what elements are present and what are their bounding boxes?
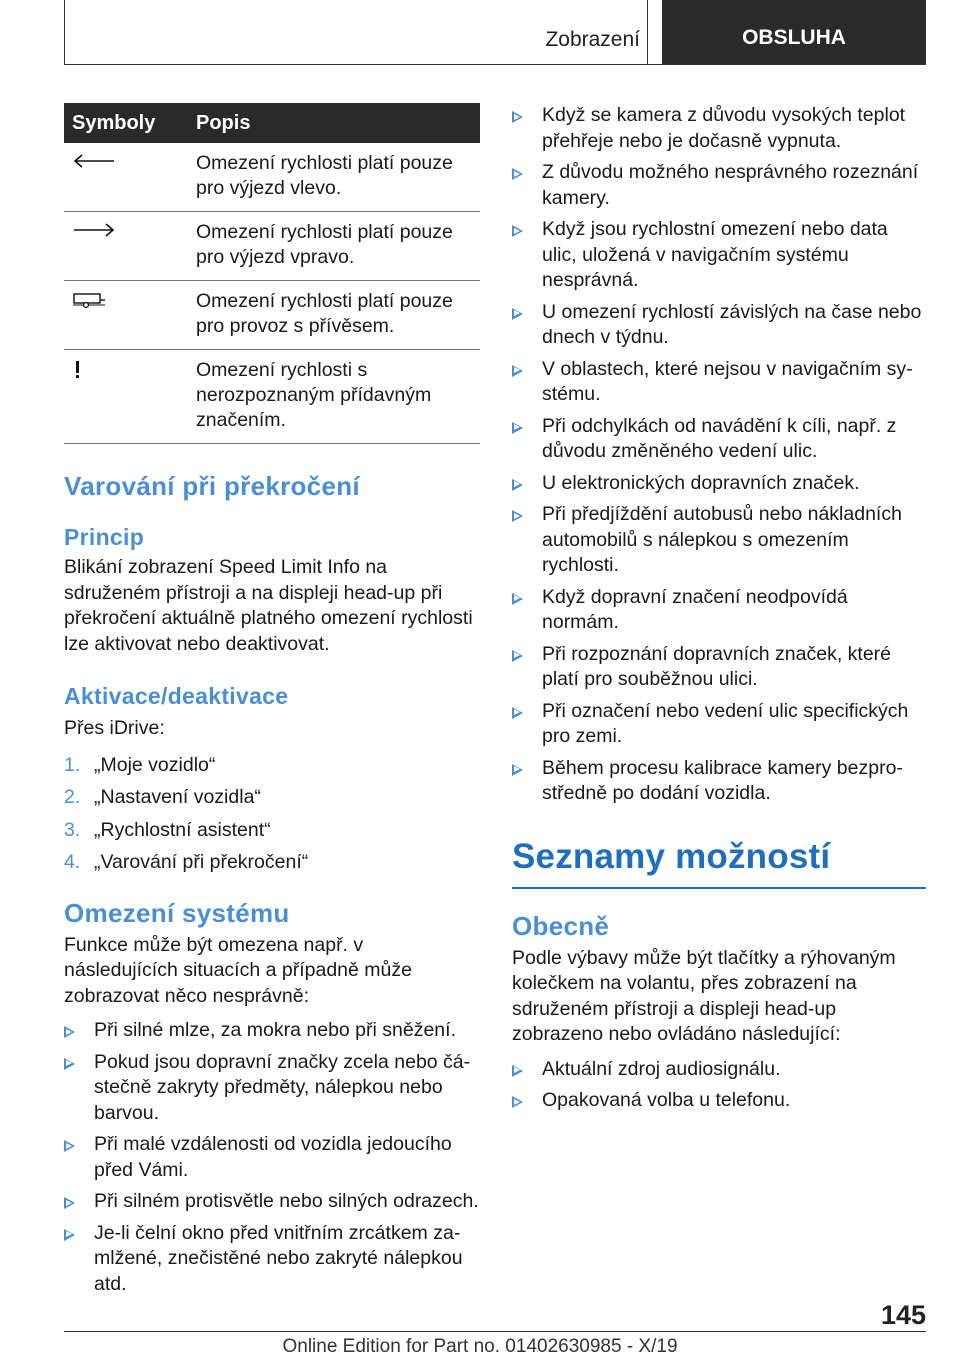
bullet-arrow-icon	[512, 650, 523, 662]
arrow-left-icon	[72, 153, 116, 169]
list-item	[64, 1221, 480, 1298]
general-text: Podle výbavy může být tlačítky a rýhovaným kolečkem na volantu, přes zobrazení na sdruženém přístroji a displeji head-up zobrazeno nebo ovládáno následující:	[512, 946, 896, 1045]
bullet-arrow-icon	[64, 1197, 75, 1209]
bullet-arrow-icon	[512, 111, 523, 123]
list-item	[512, 642, 926, 693]
list-item-text: Při silném protisvětle nebo silných odrazech.	[94, 1190, 479, 1212]
arrow-right-icon	[72, 222, 116, 238]
list-item-text: Je-li čelní okno před vnitřním zrcátkem zamlžené, znečistěné nebo zakryté nálepkou atd.	[94, 1221, 463, 1295]
principle-heading: Princip	[64, 524, 145, 550]
list-item	[64, 1132, 480, 1183]
table-row	[64, 281, 480, 350]
trailer-icon	[72, 291, 106, 311]
step-number: 1.	[64, 753, 81, 776]
list-item-text: Při odchylkách od navádění k cíli, např. z důvodu změněného vedení ulic.	[542, 414, 897, 462]
list-item	[512, 357, 926, 408]
table-header-description: Popis	[196, 103, 480, 143]
list-item	[64, 753, 480, 779]
list-item-text: Aktuální zdroj audiosignálu.	[542, 1057, 781, 1080]
step-text: „Moje vozidlo“	[94, 753, 216, 776]
list-item-text: U omezení rychlostí závislých na čase nebo dnech v týdnu.	[542, 300, 922, 348]
bullet-arrow-icon	[64, 1058, 75, 1070]
list-item-text: Pokud jsou dopravní značky zcela nebo částečně zakryty předměty, nálepkou nebo barvou.	[94, 1050, 471, 1124]
activation-intro: Přes iDrive:	[64, 717, 165, 739]
description-cell: Omezení rychlosti platí pouze pro provoz s přívěsem.	[196, 281, 480, 350]
left-column	[64, 103, 480, 1303]
list-item	[512, 699, 926, 750]
list-item-text: V oblastech, které nejsou v navigačním systému.	[542, 357, 913, 405]
list-item	[512, 217, 926, 294]
list-item-text: U elektronických dopravních značek.	[542, 471, 860, 494]
list-item	[512, 471, 926, 497]
table-row	[64, 143, 480, 212]
list-item-text: Z důvodu možného nesprávného rozeznání kamery.	[542, 161, 919, 209]
right-column	[512, 103, 926, 1120]
principle-text: Blikání zobrazení Speed Limit Info na sdruženém přístroji a na displeji head-up při překročení aktuálně platného omezení rychlosti lze aktivovat nebo deaktivovat.	[64, 556, 473, 655]
list-item	[64, 818, 480, 844]
list-item-text: Při předjíždění autobusů nebo nákladních automobilů s nálepkou s omezením rychlosti.	[542, 503, 902, 576]
description-cell: Omezení rychlosti platí pouze pro výjezd vlevo.	[196, 143, 480, 212]
table-header-symbols: Symboly	[64, 103, 196, 143]
list-item-text: Při malé vzdálenosti od vozidla jedoucího před Vámi.	[94, 1133, 452, 1181]
symbol-cell	[64, 212, 196, 281]
bullet-arrow-icon	[512, 168, 523, 180]
header-chapter-tab: OBSLUHA	[662, 0, 926, 64]
list-item-text: Když jsou rychlostní omezení nebo data ulic, uložená v navigačním systému nesprávná.	[542, 218, 888, 291]
bullet-arrow-icon	[64, 1229, 75, 1241]
limits-list-left	[64, 1018, 480, 1297]
step-number: 4.	[64, 851, 81, 873]
step-number: 2.	[64, 786, 81, 808]
limits-intro: Funkce může být omezena např. v následujících situacích a případně může zobrazovat něco nesprávně:	[64, 933, 412, 1007]
bullet-arrow-icon	[512, 593, 523, 605]
bullet-arrow-icon	[512, 707, 523, 719]
list-item	[64, 785, 480, 811]
symbol-cell	[64, 281, 196, 350]
list-item-text: Když se kamera z důvodu vysokých teplot přehřeje nebo je dočasně vypnuta.	[542, 104, 906, 152]
list-item	[64, 1050, 480, 1127]
table-row	[64, 212, 480, 281]
footer-edition: Online Edition for Part no. 01402630985 - X/19	[282, 1336, 678, 1357]
list-item-text: Opakovaná volba u telefonu.	[542, 1089, 791, 1111]
limits-heading: Omezení systému	[64, 897, 290, 928]
list-item-text: Při označení nebo vedení ulic specifických pro zemi.	[542, 699, 909, 747]
footer-rule	[64, 1331, 926, 1332]
step-text: „Varování při překročení“	[94, 851, 309, 873]
bullet-arrow-icon	[512, 479, 523, 491]
symbol-cell	[64, 143, 196, 212]
table-header-row	[64, 103, 480, 143]
activation-heading: Aktivace/deaktivace	[64, 683, 289, 709]
list-item-text: Při silné mlze, za mokra nebo při sněžení.	[94, 1019, 456, 1041]
options-heading: Seznamy možností	[512, 837, 926, 889]
list-item	[512, 585, 926, 636]
bullet-arrow-icon	[512, 225, 523, 237]
list-item	[64, 850, 480, 876]
header-rule	[64, 64, 926, 65]
step-text: „Rychlostní asistent“	[94, 818, 271, 841]
exclamation-icon	[72, 360, 84, 380]
list-item	[512, 103, 926, 154]
bullet-arrow-icon	[512, 1065, 523, 1077]
step-text: „Nastavení vozidla“	[94, 786, 261, 808]
bullet-arrow-icon	[512, 1096, 523, 1108]
header-section-title: Zobrazení	[545, 28, 640, 51]
list-item	[512, 756, 926, 807]
list-item	[512, 1057, 926, 1083]
general-heading: Obecně	[512, 910, 610, 941]
list-item-text: Při rozpoznání dopravních značek, které platí pro souběžnou ulici.	[542, 642, 892, 690]
step-number: 3.	[64, 818, 81, 841]
warning-heading: Varování při překročení	[64, 471, 360, 501]
symbol-table	[64, 103, 480, 444]
limits-list-right	[512, 103, 926, 807]
bullet-arrow-icon	[512, 365, 523, 377]
list-item-text: Během procesu kalibrace kamery bezprostředně po dodání vozidla.	[542, 756, 903, 804]
activation-steps	[64, 753, 480, 876]
table-row	[64, 350, 480, 444]
list-item	[512, 502, 926, 579]
bullet-arrow-icon	[512, 510, 523, 522]
options-list	[512, 1057, 926, 1114]
description-cell: Omezení rychlosti s nerozpoznaným přídavným značením.	[196, 350, 480, 444]
bullet-arrow-icon	[64, 1026, 75, 1038]
list-item	[64, 1018, 480, 1044]
bullet-arrow-icon	[512, 422, 523, 434]
list-item	[64, 1189, 480, 1215]
bullet-arrow-icon	[512, 764, 523, 776]
list-item-text: Když dopravní značení neodpovídá normám.	[542, 585, 848, 633]
description-cell: Omezení rychlosti platí pouze pro výjezd vpravo.	[196, 212, 480, 281]
bullet-arrow-icon	[64, 1140, 75, 1152]
list-item	[512, 1088, 926, 1114]
list-item	[512, 300, 926, 351]
list-item	[512, 414, 926, 465]
symbol-cell	[64, 350, 196, 444]
list-item	[512, 160, 926, 211]
bullet-arrow-icon	[512, 308, 523, 320]
page-number: 145	[880, 1300, 926, 1330]
